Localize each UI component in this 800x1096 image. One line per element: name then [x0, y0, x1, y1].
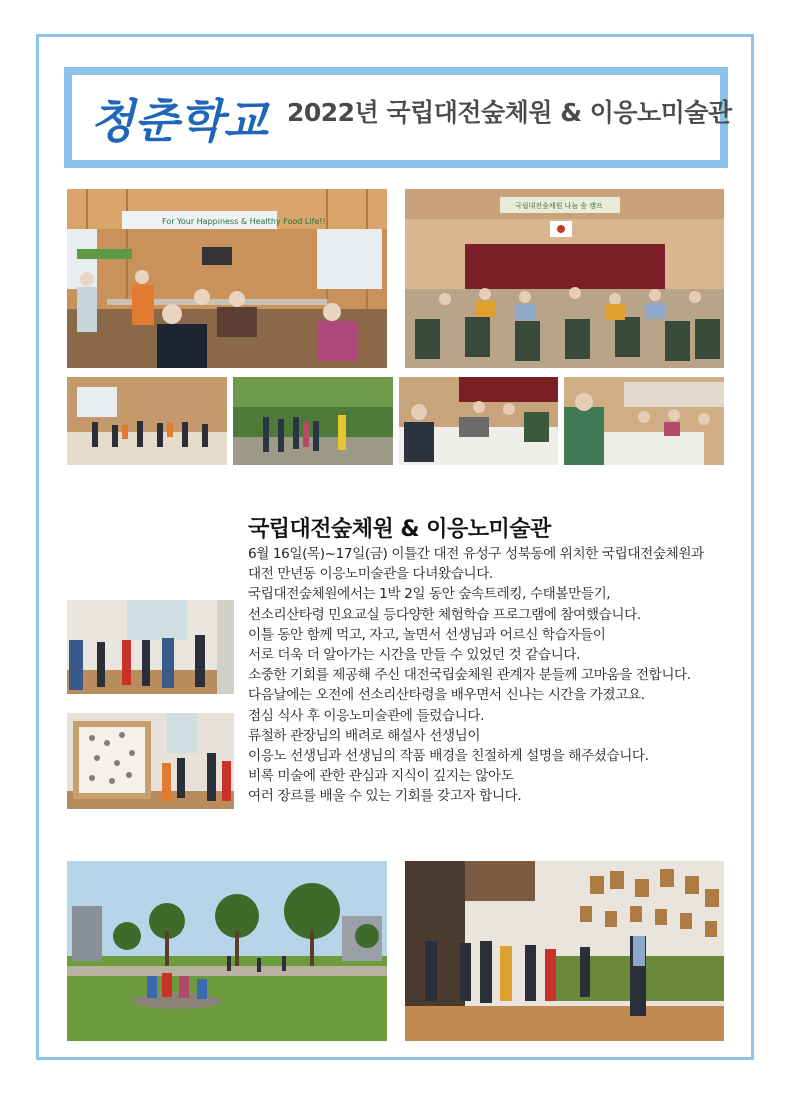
article-line: 국립대전숲체원에서는 1박 2일 동안 숲속트레킹, 수태볼만들기,	[248, 586, 611, 603]
article-line: 비록 미술에 관한 관심과 지식이 깊지는 않아도	[248, 768, 514, 785]
article-line: 류철하 관장님의 배려로 해설사 선생님이	[248, 727, 481, 744]
cafeteria-banner: For Your Happiness & Healthy Food Life!!	[162, 217, 326, 226]
article-line: 이틀 동안 함께 먹고, 자고, 놀면서 선생님과 어르신 학습자들이	[248, 626, 606, 643]
photo-indoor-group	[67, 377, 227, 465]
logo	[86, 83, 276, 153]
photo-museum-gallery	[67, 713, 234, 809]
article-line: 소중한 기회를 제공해 주신 대전국립숲체원 관계자 분들께 고마움을 전합니다.	[248, 667, 691, 684]
photo-craft-table	[399, 377, 558, 465]
photo-cafeteria	[67, 189, 387, 368]
photo-craft-group	[564, 377, 724, 465]
hall-banner: 국립대전숲체원 나눔 숲 캠프	[515, 202, 603, 210]
article-line: 이응노 선생님과 선생님의 작품 배경을 친절하게 설명을 해주셨습니다.	[248, 748, 649, 765]
article-body	[248, 544, 728, 807]
header-title: 2022년 국립대전숲체원 & 이응노미술관	[287, 98, 732, 127]
article-line: 6월 16일(목)~17일(금) 이틀간 대전 유성구 성북동에 위치한 국립대전숲체원과	[248, 546, 704, 562]
article-line: 여러 장르를 배울 수 있는 기회를 갖고자 합니다.	[248, 788, 522, 805]
photo-forest-trek	[233, 377, 393, 465]
article-line: 서로 더욱 더 알아가는 시간을 만들 수 있었던 것 같습니다.	[248, 647, 581, 664]
photo-outdoor-park	[67, 861, 387, 1041]
article-line: 다음날에는 오전에 선소리산타령을 배우면서 신나는 시간을 가졌고요.	[248, 687, 645, 704]
photo-gallery-tour	[405, 861, 724, 1041]
logo-text: 청춘학교	[90, 94, 268, 148]
article-line: 선소리산타령 민요교실 등다양한 체험학습 프로그램에 참여했습니다.	[248, 606, 641, 623]
article-title: 국립대전숲체원 & 이응노미술관	[248, 517, 551, 542]
article-line: 대전 만년동 이응노미술관을 다녀왔습니다.	[248, 566, 493, 583]
photo-hall-dance	[405, 189, 724, 368]
photo-museum-lobby	[67, 600, 234, 694]
header-banner	[64, 67, 732, 168]
article-line: 점심 식사 후 이응노미술관에 들렀습니다.	[248, 707, 485, 724]
